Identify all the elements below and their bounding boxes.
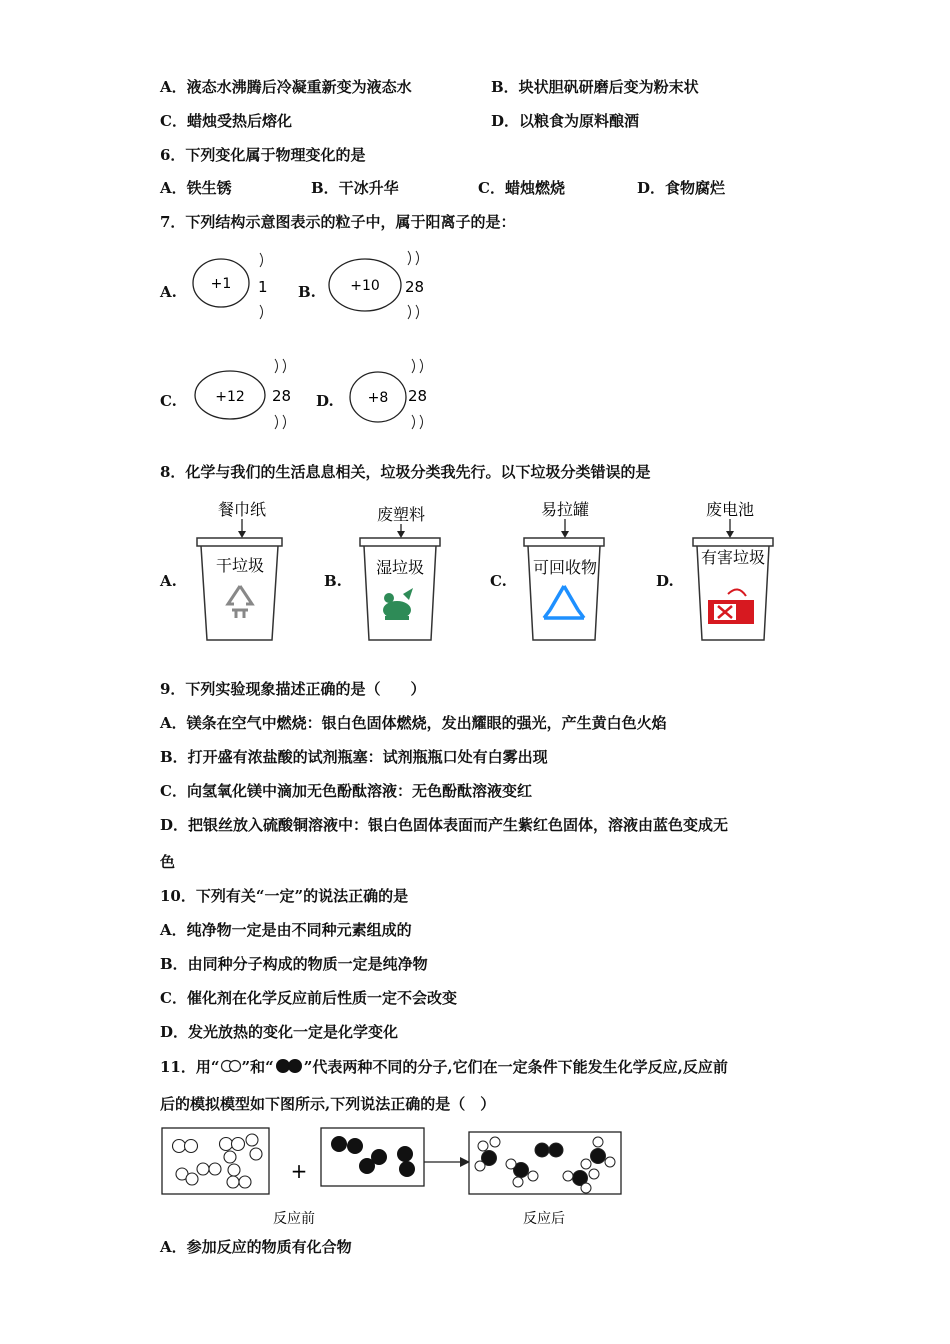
hazardous-waste-icon [708, 589, 754, 624]
q8-bin-a [192, 498, 287, 646]
q7-atom-a [188, 245, 278, 325]
q7-atom-a-electrons: 1 [258, 278, 268, 296]
q11-reaction-diagram [158, 1124, 628, 1234]
q11-stem-prefix: 11．用“ [160, 1058, 220, 1076]
q8-bin-c [520, 498, 615, 646]
q9-option-b: B．打开盛有浓盐酸的试剂瓶塞：试剂瓶瓶口处有白雾出现 [160, 748, 548, 766]
q11-stem [160, 1057, 728, 1077]
q5-option-b: B．块状胆矾研磨后变为粉末状 [491, 78, 699, 96]
q7-atom-c [190, 355, 300, 435]
q7-atom-d-nucleus: +8 [367, 390, 389, 406]
q7-label-d: D. [316, 392, 334, 410]
q9-option-c: C．向氢氧化镁中滴加无色酚酞溶液：无色酚酞溶液变红 [160, 782, 532, 800]
q6-stem: 6．下列变化属于物理变化的是 [160, 146, 366, 164]
q7-atom-d-electrons: 28 [408, 387, 428, 405]
q5-option-c: C．蜡烛受热后熔化 [160, 112, 292, 130]
q7-label-a: A. [160, 283, 177, 301]
recycle-outline-icon [228, 586, 252, 618]
q8-stem: 8．化学与我们的生活息息相关，垃圾分类我先行。以下垃圾分类错误的是 [160, 463, 651, 481]
q8-label-a: A. [160, 572, 177, 590]
q8-bin-b [357, 498, 452, 646]
q7-label-c: C. [160, 392, 177, 410]
black-molecule-icon [274, 1058, 304, 1074]
q7-atom-c-electrons: 28 [272, 387, 292, 405]
q7-atom-a-nucleus: +1 [210, 276, 232, 292]
q7-stem: 7．下列结构示意图表示的粒子中，属于阳离子的是： [160, 213, 516, 231]
q6-option-b: B．干冰升华 [311, 179, 399, 197]
recycle-icon [544, 586, 584, 618]
white-molecule-icon [220, 1059, 242, 1073]
q11-stem-suffix: ”代表两种不同的分子,它们在一定条件下能发生化学反应,反应前 [303, 1058, 728, 1076]
q7-atom-b-nucleus: +10 [350, 278, 380, 294]
q7-atom-b-electrons: 28 [405, 278, 425, 296]
q6-option-a: A．铁生锈 [160, 179, 232, 197]
q8-bin-a-label: 干垃圾 [215, 556, 265, 575]
q8-bin-b-label: 湿垃圾 [375, 558, 425, 577]
q8-label-b: B. [324, 572, 342, 590]
plus-sign: + [290, 1159, 308, 1183]
q6-option-c: C．蜡烛燃烧 [478, 179, 565, 197]
q8-bin-d-label: 有害垃圾 [700, 548, 766, 567]
q11-stem-mid: ”和“ [241, 1058, 274, 1076]
label-before-reaction: 反应前 [273, 1211, 315, 1227]
q9-option-a: A．镁条在空气中燃烧：银白色固体燃烧，发出耀眼的强光，产生黄白色火焰 [160, 714, 667, 732]
q9-option-d-continued: 色 [160, 853, 176, 871]
q9-option-d: D．把银丝放入硫酸铜溶液中：银白色固体表面而产生紫红色固体，溶液由蓝色变成无 [160, 816, 729, 834]
q8-bin-a-item: 餐巾纸 [217, 500, 267, 519]
q11-stem-line2: 后的模拟模型如下图所示,下列说法正确的是（ ） [160, 1095, 496, 1113]
q7-label-b: B. [298, 283, 316, 301]
q11-option-a: A．参加反应的物质有化合物 [160, 1238, 352, 1256]
q9-stem: 9．下列实验现象描述正确的是（ ） [160, 680, 426, 698]
q10-option-d: D．发光放热的变化一定是化学变化 [160, 1023, 399, 1041]
q5-option-a: A．液态水沸腾后冷凝重新变为液态水 [160, 78, 412, 96]
label-after-reaction: 反应后 [523, 1211, 565, 1227]
q8-bin-c-label: 可回收物 [532, 558, 598, 577]
q7-atom-c-nucleus: +12 [215, 389, 245, 405]
food-waste-icon [383, 588, 413, 620]
q5-option-d: D．以粮食为原料酿酒 [491, 112, 640, 130]
q10-stem: 10．下列有关“一定”的说法正确的是 [160, 887, 409, 905]
q8-label-c: C. [490, 572, 507, 590]
q8-bin-d-item: 废电池 [705, 500, 755, 519]
q7-atom-d [346, 355, 446, 435]
q7-atom-b [325, 245, 435, 325]
q10-option-b: B．由同种分子构成的物质一定是纯净物 [160, 955, 428, 973]
q10-option-a: A．纯净物一定是由不同种元素组成的 [160, 921, 412, 939]
q8-label-d: D. [656, 572, 674, 590]
q6-option-d: D．食物腐烂 [637, 179, 726, 197]
q8-bin-d [690, 498, 785, 646]
q8-bin-b-item: 废塑料 [376, 505, 426, 524]
q8-bin-c-item: 易拉罐 [540, 500, 590, 519]
q10-option-c: C．催化剂在化学反应前后性质一定不会改变 [160, 989, 457, 1007]
